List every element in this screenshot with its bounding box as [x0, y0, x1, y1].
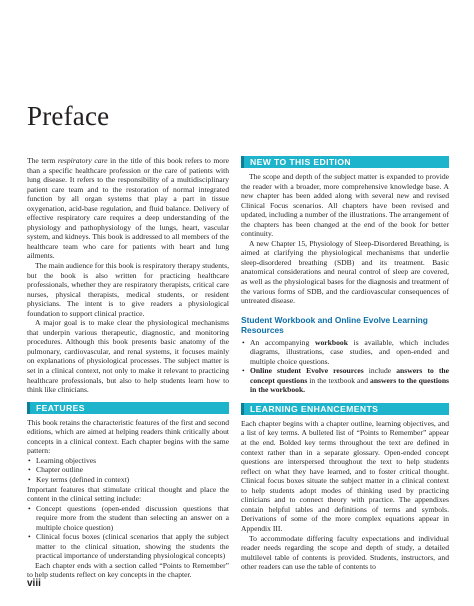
text-run: An accompanying — [250, 337, 315, 347]
section-heading: LEARNING ENHANCEMENTS — [250, 403, 379, 414]
paragraph-new-edition-1: The scope and depth of the subject matter is expanded to provide the reader with a broader, more comprehensive knowledge base. A new chapter has been added along with several new and revised Clinical Focus scenarios. All chapters have been revised and updated, including a number of the illustrations. The arrangement of the chapters has been changed at the end of the book for better continuity. — [241, 172, 449, 239]
section-banner-learning — [241, 403, 449, 415]
section-heading: NEW TO THIS EDITION — [250, 157, 352, 167]
list-item: • Key terms (defined in context) — [27, 475, 229, 485]
bold-term: workbook — [315, 337, 348, 347]
subsection-heading-workbook: Student Workbook and Online Evolve Learning Resources — [241, 314, 428, 335]
text-run: The term — [27, 156, 58, 165]
paragraph-goal: A major goal is to make clear the physiological mechanisms that underpin various therapeutic, diagnostic, and monitoring procedures. Although this book presents basic anatomy of the pulmonary, cardiovascular, and renal systems, it focuses mainly on explanations of physiological processes. The subject matter is set in a clinical context, not only to make it relevant to practicing healthcare professionals, but also to help students learn how to think like clinicians. — [27, 318, 229, 395]
bold-term: answers to the questions in the workbook. — [250, 375, 450, 395]
page-title: Preface — [27, 101, 110, 131]
paragraph-new-edition-2: A new Chapter 15, Physiology of Sleep-Disordered Breathing, is aimed at clarifying the physiological mechanisms that underlie sleep-disordered breathing (SDB) and its treatment. Basic anatomical considerations and neural control of sleep are covered, as well as the physiological bases for the diagnosis and treatment of the various forms of SDB, and the cardiovascular consequences of untreated disease. — [241, 238, 449, 306]
text-run: in the textbook and — [307, 375, 371, 385]
features-list-2 — [27, 504, 229, 561]
workbook-list — [241, 338, 449, 395]
page-number: viii — [27, 578, 41, 589]
bold-term: Online student Evolve resources — [250, 366, 364, 376]
text-run: in the title of this book refers to more than a specific healthcare profession or the care of patients with lung disease. It refers to the responsibility of a multidisciplinary patient care team and to the restoration of normal integrated function by all organ systems that play a part in tissue oxygenation, acid-base regulation, and fluid balance. Delivery of effective respiratory care requires a deep understanding of the physiology and pathophysiology of the lungs, heart, vascular system, and kidneys. This book is addressed to all members of the healthcare team who care for patients with heart and lung ailments. — [27, 156, 230, 261]
list-item — [241, 366, 449, 395]
left-column — [27, 156, 229, 580]
paragraph-features-mid: Important features that stimulate critical thought and place the content in the clinical setting include: — [27, 484, 229, 504]
bold-term: answers to the concept questions — [250, 366, 450, 385]
text-run: is available, which includes diagrams, illustrations, case studies, and open-ended and multiple choice questions. — [250, 337, 450, 366]
paragraph-learning-2: To accommodate differing faculty expectations and individual reader needs regarding the scope and depth of study, a detailed multilevel table of contents is provided. Students, instructors, and other readers can use the table of contents to — [241, 533, 449, 572]
paragraph-audience: The main audience for this book is respiratory therapy students, but the book is also written for practicing healthcare professionals, whether they are respiratory therapists, critical care nurses, physical therapists, medical students, or resident physicians. The intent is to give readers a physiological foundation to support clinical practice. — [27, 261, 229, 318]
list-item: • Concept questions (open-ended discussion questions that require more from the student than selecting an answer on a multiple choice question) — [27, 504, 229, 533]
paragraph-learning-1: Each chapter begins with a chapter outline, learning objectives, and a list of key terms. A bulleted list of “Points to Remember” appear at the end. Bolded key terms throughout the text are defined in context rather than in a separate glossary. Open-ended concept questions are interspersed throughout the text to help students reflect on what they have learned, and to foster critical thought. Clinical focus boxes situate the subject matter in a clinical context to help students adopt modes of thinking used by practicing clinicians and to connect theory with practice. The appendixes contain helpful tables and definitions of terms and symbols. Derivations of some of the more complex equations appear in Appendix III. — [241, 418, 449, 533]
text-run: include — [363, 366, 397, 376]
paragraph-intro — [27, 156, 229, 261]
list-item: • Learning objectives — [27, 456, 229, 466]
paragraph-features-intro: This book retains the characteristic features of the first and second editions, which are aimed at helping readers think critically about concepts in a clinical context. Each chapter begins with the same pattern: — [27, 417, 229, 456]
section-banner-features — [27, 402, 229, 414]
features-list — [27, 456, 229, 485]
section-heading: FEATURES — [36, 402, 85, 413]
list-item: • Chapter outline — [27, 465, 229, 475]
section-banner-new-edition — [241, 156, 449, 168]
list-item — [241, 338, 449, 367]
italic-term: respiratory care — [57, 156, 108, 165]
right-column — [241, 156, 449, 572]
list-item: • Clinical focus boxes (clinical scenarios that apply the subject matter to the clinical situation, showing the students the practical importance of understanding physiological concepts) — [27, 532, 229, 561]
paragraph-features-end: Each chapter ends with a section called “Points to Remember” to help students reflect on key concepts in the chapter. — [27, 560, 229, 580]
